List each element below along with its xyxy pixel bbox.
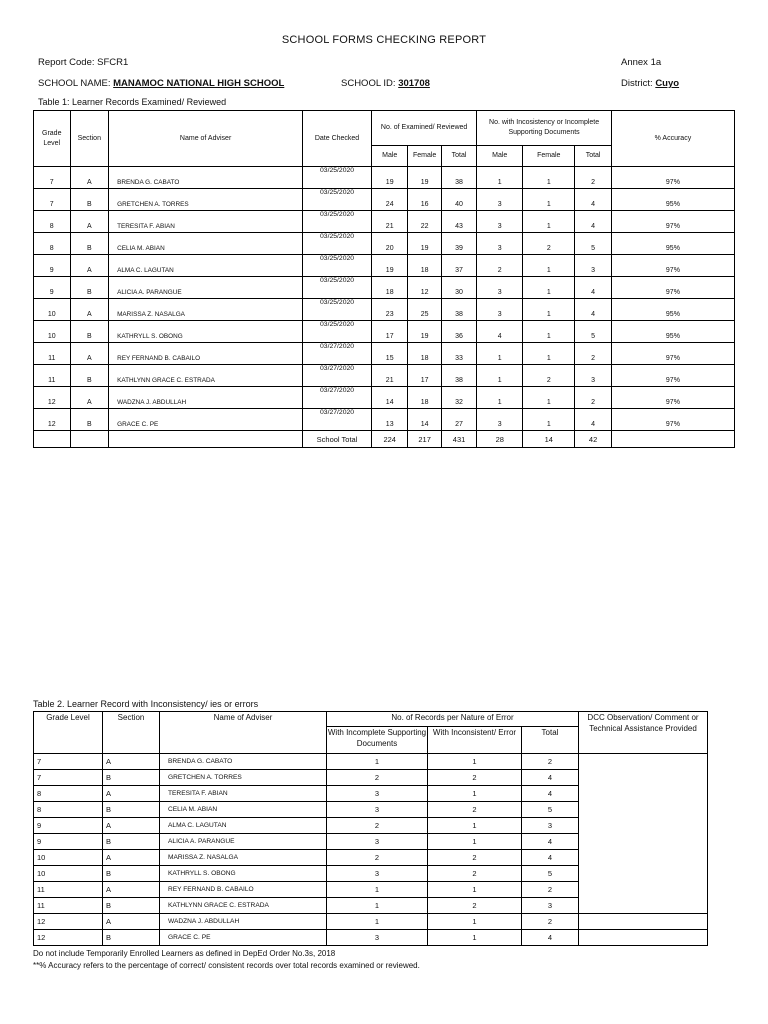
school-total-row (34, 431, 735, 448)
t1-in-female: 2 (523, 233, 575, 255)
footnote-2: **% Accuracy refers to the percentage of correct/ consistent records over total records examined or reviewed. (33, 961, 420, 970)
t1-adviser: WADZNA J. ABDULLAH (109, 387, 303, 409)
t1-adviser: GRETCHEN A. TORRES (109, 189, 303, 211)
t2-total: 5 (522, 866, 579, 882)
t1-accuracy: 97% (611, 277, 734, 299)
t2-total: 4 (522, 850, 579, 866)
t1-in-male: 1 (477, 387, 523, 409)
school-id-line (341, 78, 430, 89)
t1-accuracy: 97% (611, 343, 734, 365)
table-row (34, 321, 735, 343)
th2-incomplete: With Incomplete Supporting Documents (327, 727, 428, 754)
t1-date: 03/27/2020 (303, 365, 372, 387)
table-row (34, 754, 708, 770)
t2-inconsistent: 2 (428, 802, 522, 818)
th2-observation: DCC Observation/ Comment or Technical Assistance Provided (579, 712, 708, 754)
t1-ex-female: 17 (408, 365, 441, 387)
total-blank (109, 431, 303, 448)
t1-section: A (70, 211, 109, 233)
t2-adviser: TERESITA F. ABIAN (160, 786, 327, 802)
table2-caption: Table 2. Learner Record with Inconsistency/ ies or errors (33, 699, 259, 709)
t2-incomplete: 3 (327, 866, 428, 882)
t2-inconsistent: 1 (428, 882, 522, 898)
t2-adviser: CELIA M. ABIAN (160, 802, 327, 818)
t2-incomplete: 2 (327, 818, 428, 834)
t1-ex-total: 33 (441, 343, 476, 365)
t1-ex-total: 38 (441, 299, 476, 321)
total-ex-female: 217 (408, 431, 441, 448)
total-accuracy-blank (611, 431, 734, 448)
t1-date: 03/25/2020 (303, 233, 372, 255)
t1-date: 03/25/2020 (303, 277, 372, 299)
t2-inconsistent: 1 (428, 834, 522, 850)
t1-in-total: 4 (575, 409, 612, 431)
t1-in-female: 1 (523, 321, 575, 343)
t1-section: A (70, 255, 109, 277)
t1-section: B (70, 409, 109, 431)
t1-ex-female: 12 (408, 277, 441, 299)
table-row (34, 387, 735, 409)
t1-date: 03/27/2020 (303, 409, 372, 431)
t2-incomplete: 2 (327, 850, 428, 866)
t2-total: 3 (522, 898, 579, 914)
t1-in-male: 3 (477, 299, 523, 321)
t2-incomplete: 3 (327, 834, 428, 850)
t1-date: 03/25/2020 (303, 211, 372, 233)
t1-in-total: 3 (575, 255, 612, 277)
t1-in-female: 1 (523, 211, 575, 233)
t1-grade: 7 (34, 189, 71, 211)
th-accuracy: % Accuracy (611, 111, 734, 167)
t1-grade: 7 (34, 167, 71, 189)
t2-total: 4 (522, 930, 579, 946)
observation-cell (579, 914, 708, 930)
t1-ex-total: 37 (441, 255, 476, 277)
t1-ex-female: 18 (408, 255, 441, 277)
t1-in-male: 3 (477, 189, 523, 211)
t2-section: A (103, 914, 160, 930)
footnote-1: Do not include Temporarily Enrolled Learners as defined in DepEd Order No.3s, 2018 (33, 949, 336, 958)
t1-section: B (70, 321, 109, 343)
t2-incomplete: 1 (327, 754, 428, 770)
t1-in-female: 1 (523, 277, 575, 299)
t1-date: 03/27/2020 (303, 343, 372, 365)
t2-total: 2 (522, 914, 579, 930)
t1-in-female: 1 (523, 387, 575, 409)
t1-in-male: 1 (477, 167, 523, 189)
t1-adviser: KATHRYLL S. OBONG (109, 321, 303, 343)
t2-total: 5 (522, 802, 579, 818)
t2-incomplete: 3 (327, 802, 428, 818)
t1-section: B (70, 233, 109, 255)
t2-adviser: ALMA C. LAGUTAN (160, 818, 327, 834)
t1-section: A (70, 167, 109, 189)
t1-in-male: 3 (477, 409, 523, 431)
t1-ex-total: 39 (441, 233, 476, 255)
th2-adviser: Name of Adviser (160, 712, 327, 754)
th2-grade-level: Grade Level (34, 712, 103, 754)
t2-grade: 11 (34, 882, 103, 898)
t2-total: 4 (522, 834, 579, 850)
t2-incomplete: 3 (327, 930, 428, 946)
t1-ex-male: 19 (371, 167, 408, 189)
t1-date: 03/25/2020 (303, 321, 372, 343)
t1-in-female: 1 (523, 167, 575, 189)
t1-ex-male: 17 (371, 321, 408, 343)
t1-grade: 12 (34, 409, 71, 431)
t1-grade: 10 (34, 321, 71, 343)
t1-in-total: 4 (575, 211, 612, 233)
school-total-label: School Total (303, 431, 372, 448)
t1-ex-total: 40 (441, 189, 476, 211)
t2-grade: 10 (34, 850, 103, 866)
t1-ex-total: 43 (441, 211, 476, 233)
t1-ex-total: 38 (441, 167, 476, 189)
t1-grade: 10 (34, 299, 71, 321)
t2-incomplete: 2 (327, 770, 428, 786)
t1-adviser: ALICIA A. PARANGUE (109, 277, 303, 299)
t1-grade: 11 (34, 365, 71, 387)
t2-total: 4 (522, 770, 579, 786)
t1-ex-total: 36 (441, 321, 476, 343)
t1-in-total: 5 (575, 233, 612, 255)
t1-accuracy: 97% (611, 409, 734, 431)
t2-grade: 7 (34, 754, 103, 770)
t1-grade: 9 (34, 277, 71, 299)
total-in-male: 28 (477, 431, 523, 448)
th-adviser: Name of Adviser (109, 111, 303, 167)
th2-section: Section (103, 712, 160, 754)
th2-nature-of-error: No. of Records per Nature of Error (327, 712, 579, 727)
school-id-label: SCHOOL ID: (341, 78, 396, 89)
t1-grade: 12 (34, 387, 71, 409)
t1-in-female: 1 (523, 409, 575, 431)
t1-in-female: 1 (523, 343, 575, 365)
total-in-total: 42 (575, 431, 612, 448)
district-label: District: (621, 78, 653, 89)
report-code: Report Code: SFCR1 (38, 57, 129, 68)
t1-ex-female: 25 (408, 299, 441, 321)
t1-in-total: 3 (575, 365, 612, 387)
t1-accuracy: 97% (611, 211, 734, 233)
t1-in-total: 2 (575, 387, 612, 409)
t1-ex-total: 32 (441, 387, 476, 409)
t1-ex-male: 13 (371, 409, 408, 431)
t1-in-male: 4 (477, 321, 523, 343)
th2-inconsistent: With Inconsistent/ Error (428, 727, 522, 754)
t2-inconsistent: 1 (428, 818, 522, 834)
table-row (34, 409, 735, 431)
t2-grade: 9 (34, 818, 103, 834)
t1-ex-male: 24 (371, 189, 408, 211)
table-row (34, 343, 735, 365)
t1-in-male: 3 (477, 233, 523, 255)
report-title: SCHOOL FORMS CHECKING REPORT (281, 34, 487, 46)
t1-accuracy: 97% (611, 167, 734, 189)
t1-ex-male: 21 (371, 365, 408, 387)
t1-ex-male: 14 (371, 387, 408, 409)
t1-ex-female: 22 (408, 211, 441, 233)
t2-adviser: KATHRYLL S. OBONG (160, 866, 327, 882)
t2-grade: 10 (34, 866, 103, 882)
t1-grade: 8 (34, 233, 71, 255)
t1-section: B (70, 189, 109, 211)
school-name-label: SCHOOL NAME: (38, 78, 111, 89)
observation-cell (579, 754, 708, 914)
t1-in-male: 2 (477, 255, 523, 277)
t1-in-male: 3 (477, 277, 523, 299)
observation-cell (579, 930, 708, 946)
t1-date: 03/25/2020 (303, 189, 372, 211)
t2-grade: 7 (34, 770, 103, 786)
t2-section: B (103, 802, 160, 818)
t1-ex-female: 18 (408, 387, 441, 409)
t1-ex-total: 27 (441, 409, 476, 431)
t1-adviser: MARISSA Z. NASALGA (109, 299, 303, 321)
t1-accuracy: 95% (611, 233, 734, 255)
annex-label: Annex 1a (621, 57, 662, 68)
t1-ex-female: 16 (408, 189, 441, 211)
t1-ex-female: 19 (408, 321, 441, 343)
t1-accuracy: 95% (611, 189, 734, 211)
t1-accuracy: 97% (611, 365, 734, 387)
t2-inconsistent: 2 (428, 866, 522, 882)
th-in-female: Female (523, 146, 575, 167)
t2-section: B (103, 866, 160, 882)
t1-accuracy: 95% (611, 321, 734, 343)
t1-ex-male: 20 (371, 233, 408, 255)
t1-ex-female: 18 (408, 343, 441, 365)
t1-adviser: TERESITA F. ABIAN (109, 211, 303, 233)
t1-grade: 11 (34, 343, 71, 365)
t2-adviser: WADZNA J. ABDULLAH (160, 914, 327, 930)
t1-adviser: BRENDA G. CABATO (109, 167, 303, 189)
t1-in-total: 2 (575, 343, 612, 365)
t1-date: 03/27/2020 (303, 387, 372, 409)
th-section: Section (70, 111, 109, 167)
table-row (34, 930, 708, 946)
t1-ex-female: 19 (408, 233, 441, 255)
t2-incomplete: 1 (327, 914, 428, 930)
th2-total: Total (522, 727, 579, 754)
t1-in-total: 2 (575, 167, 612, 189)
t2-inconsistent: 1 (428, 914, 522, 930)
t2-adviser: ALICIA A. PARANGUE (160, 834, 327, 850)
t1-ex-total: 30 (441, 277, 476, 299)
t1-in-male: 1 (477, 365, 523, 387)
total-blank (34, 431, 71, 448)
t2-grade: 8 (34, 786, 103, 802)
t1-accuracy: 97% (611, 387, 734, 409)
t2-inconsistent: 2 (428, 770, 522, 786)
table-row (34, 277, 735, 299)
table1-caption: Table 1: Learner Records Examined/ Reviewed (38, 97, 227, 107)
total-in-female: 14 (523, 431, 575, 448)
table-row (34, 299, 735, 321)
inconsistency-table (33, 711, 708, 946)
t2-section: A (103, 818, 160, 834)
t1-in-female: 1 (523, 299, 575, 321)
t2-inconsistent: 1 (428, 754, 522, 770)
district: Cuyo (655, 78, 680, 89)
t2-incomplete: 3 (327, 786, 428, 802)
t2-inconsistent: 1 (428, 786, 522, 802)
t1-adviser: GRACE C. PE (109, 409, 303, 431)
t1-ex-male: 21 (371, 211, 408, 233)
t1-adviser: KATHLYNN GRACE C. ESTRADA (109, 365, 303, 387)
t2-total: 2 (522, 754, 579, 770)
t2-adviser: BRENDA G. CABATO (160, 754, 327, 770)
t1-section: A (70, 387, 109, 409)
t2-total: 3 (522, 818, 579, 834)
t1-in-total: 4 (575, 189, 612, 211)
th-ex-female: Female (408, 146, 441, 167)
t2-grade: 8 (34, 802, 103, 818)
t2-section: B (103, 770, 160, 786)
t2-adviser: REY FERNAND B. CABAILO (160, 882, 327, 898)
t2-section: A (103, 754, 160, 770)
t2-adviser: MARISSA Z. NASALGA (160, 850, 327, 866)
t2-adviser: GRACE C. PE (160, 930, 327, 946)
t2-incomplete: 1 (327, 898, 428, 914)
t1-grade: 8 (34, 211, 71, 233)
t2-inconsistent: 2 (428, 898, 522, 914)
th-in-total: Total (575, 146, 612, 167)
t1-section: B (70, 277, 109, 299)
t1-ex-male: 18 (371, 277, 408, 299)
t1-accuracy: 97% (611, 255, 734, 277)
table-row (34, 189, 735, 211)
t2-adviser: GRETCHEN A. TORRES (160, 770, 327, 786)
t1-section: A (70, 343, 109, 365)
total-ex-male: 224 (371, 431, 408, 448)
school-name-line (38, 78, 284, 89)
t2-incomplete: 1 (327, 882, 428, 898)
th-examined: No. of Examined/ Reviewed (371, 111, 476, 146)
t1-grade: 9 (34, 255, 71, 277)
t2-section: A (103, 850, 160, 866)
t1-in-total: 4 (575, 277, 612, 299)
t1-adviser: CELIA M. ABIAN (109, 233, 303, 255)
t2-grade: 11 (34, 898, 103, 914)
t1-date: 03/25/2020 (303, 167, 372, 189)
t1-in-total: 4 (575, 299, 612, 321)
t1-accuracy: 95% (611, 299, 734, 321)
t2-section: A (103, 786, 160, 802)
table-row (34, 914, 708, 930)
district-line (621, 78, 679, 89)
total-blank (70, 431, 109, 448)
t1-ex-male: 23 (371, 299, 408, 321)
t1-date: 03/25/2020 (303, 299, 372, 321)
table-row (34, 211, 735, 233)
t2-total: 2 (522, 882, 579, 898)
t1-section: A (70, 299, 109, 321)
t2-grade: 9 (34, 834, 103, 850)
school-name: MANAMOC NATIONAL HIGH SCHOOL (113, 78, 285, 89)
t1-ex-female: 19 (408, 167, 441, 189)
t2-grade: 12 (34, 930, 103, 946)
t1-ex-total: 38 (441, 365, 476, 387)
th-grade-level: Grade Level (34, 111, 71, 167)
th-date-checked: Date Checked (303, 111, 372, 167)
t1-in-male: 1 (477, 343, 523, 365)
t2-section: A (103, 882, 160, 898)
t1-ex-male: 19 (371, 255, 408, 277)
t2-grade: 12 (34, 914, 103, 930)
th-ex-total: Total (441, 146, 476, 167)
t1-in-male: 3 (477, 211, 523, 233)
t1-in-female: 1 (523, 255, 575, 277)
t2-section: B (103, 930, 160, 946)
t1-ex-male: 15 (371, 343, 408, 365)
school-id: 301708 (398, 78, 430, 89)
th-in-male: Male (477, 146, 523, 167)
t1-in-female: 2 (523, 365, 575, 387)
total-ex-total: 431 (441, 431, 476, 448)
t2-section: B (103, 898, 160, 914)
table-row (34, 365, 735, 387)
t1-adviser: REY FERNAND B. CABAILO (109, 343, 303, 365)
table-row (34, 167, 735, 189)
t1-date: 03/25/2020 (303, 255, 372, 277)
th-ex-male: Male (371, 146, 408, 167)
t2-adviser: KATHLYNN GRACE C. ESTRADA (160, 898, 327, 914)
t2-inconsistent: 2 (428, 850, 522, 866)
table-row (34, 233, 735, 255)
t2-section: B (103, 834, 160, 850)
t1-in-total: 5 (575, 321, 612, 343)
t1-in-female: 1 (523, 189, 575, 211)
t1-adviser: ALMA C. LAGUTAN (109, 255, 303, 277)
th-inconsistency: No. with Incosistency or Incomplete Supporting Documents (477, 111, 612, 146)
learner-records-table (33, 110, 735, 448)
t1-section: B (70, 365, 109, 387)
table-row (34, 255, 735, 277)
t2-total: 4 (522, 786, 579, 802)
t1-ex-female: 14 (408, 409, 441, 431)
t2-inconsistent: 1 (428, 930, 522, 946)
